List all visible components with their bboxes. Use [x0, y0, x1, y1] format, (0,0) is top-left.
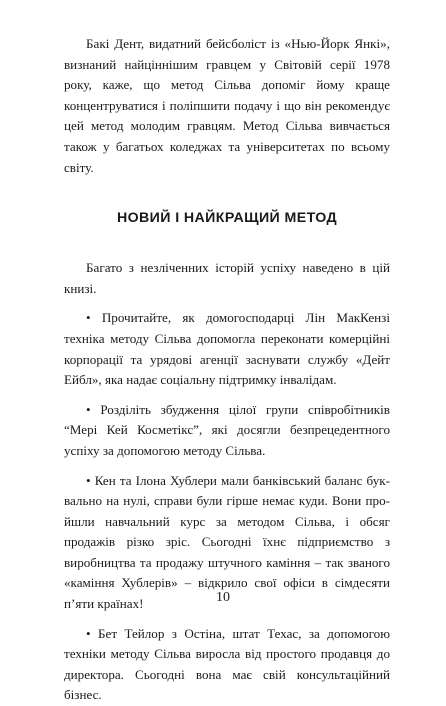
intro-paragraph: Бакі Дент, видатний бейсболіст із «Нью-Йорк Янкі», визнаний найціннішим гравцем у Світовій серії 1978 року, каже, що метод Сільва допоміг йому краще концентруватися і поліпшити подачу і що він рекомендує цей метод молодим гравцям. Метод Сільва вивчається також у багатьох коледжах та університетах по всьому світу.: [64, 36, 390, 175]
paragraph-summary: Багато з незліченних історій успіху наведено в цій книзі.: [64, 260, 390, 296]
section-heading: НОВИЙ І НАЙКРАЩИЙ МЕТОД: [116, 210, 338, 227]
page-number: 10: [216, 590, 230, 605]
bullet-hubler: • Кен та Ілона Хублери мали банківський баланс буквально на нулі, справи були гірше немає куди. Вони пройшли навчальний курс за методом Сільва, і обсяг продажів різко зріс. Сьогодні їхнє підприємство з виробництва та продажу штучного каміння – так званого «каміння Хублерів» – відкрило свої офіси в сімдесяти п’яти країнах!: [64, 472, 390, 612]
bullet-mary-kay: • Розділіть збудження цілої групи співробітників “Мері Кей Косметікс”, які досягли безпрецедентного успіху за допомогою методу Сільва.: [64, 401, 390, 458]
bullet-beth-taylor: • Бет Тейлор з Остіна, штат Техас, за допомогою техніки методу Сільва виросла від простого продавця до директора. Сьогодні вона має свій консультаційний бізнес.: [64, 625, 390, 703]
bullet-mckenzie: • Прочитайте, як домогосподарці Лін МакКензі техніка методу Сільва допомогла переконати комерційні корпорації та урядові агенції заснувати службу «Дейт Ейбл», яка надає соціальну підтримку інвалідам.: [64, 310, 390, 388]
